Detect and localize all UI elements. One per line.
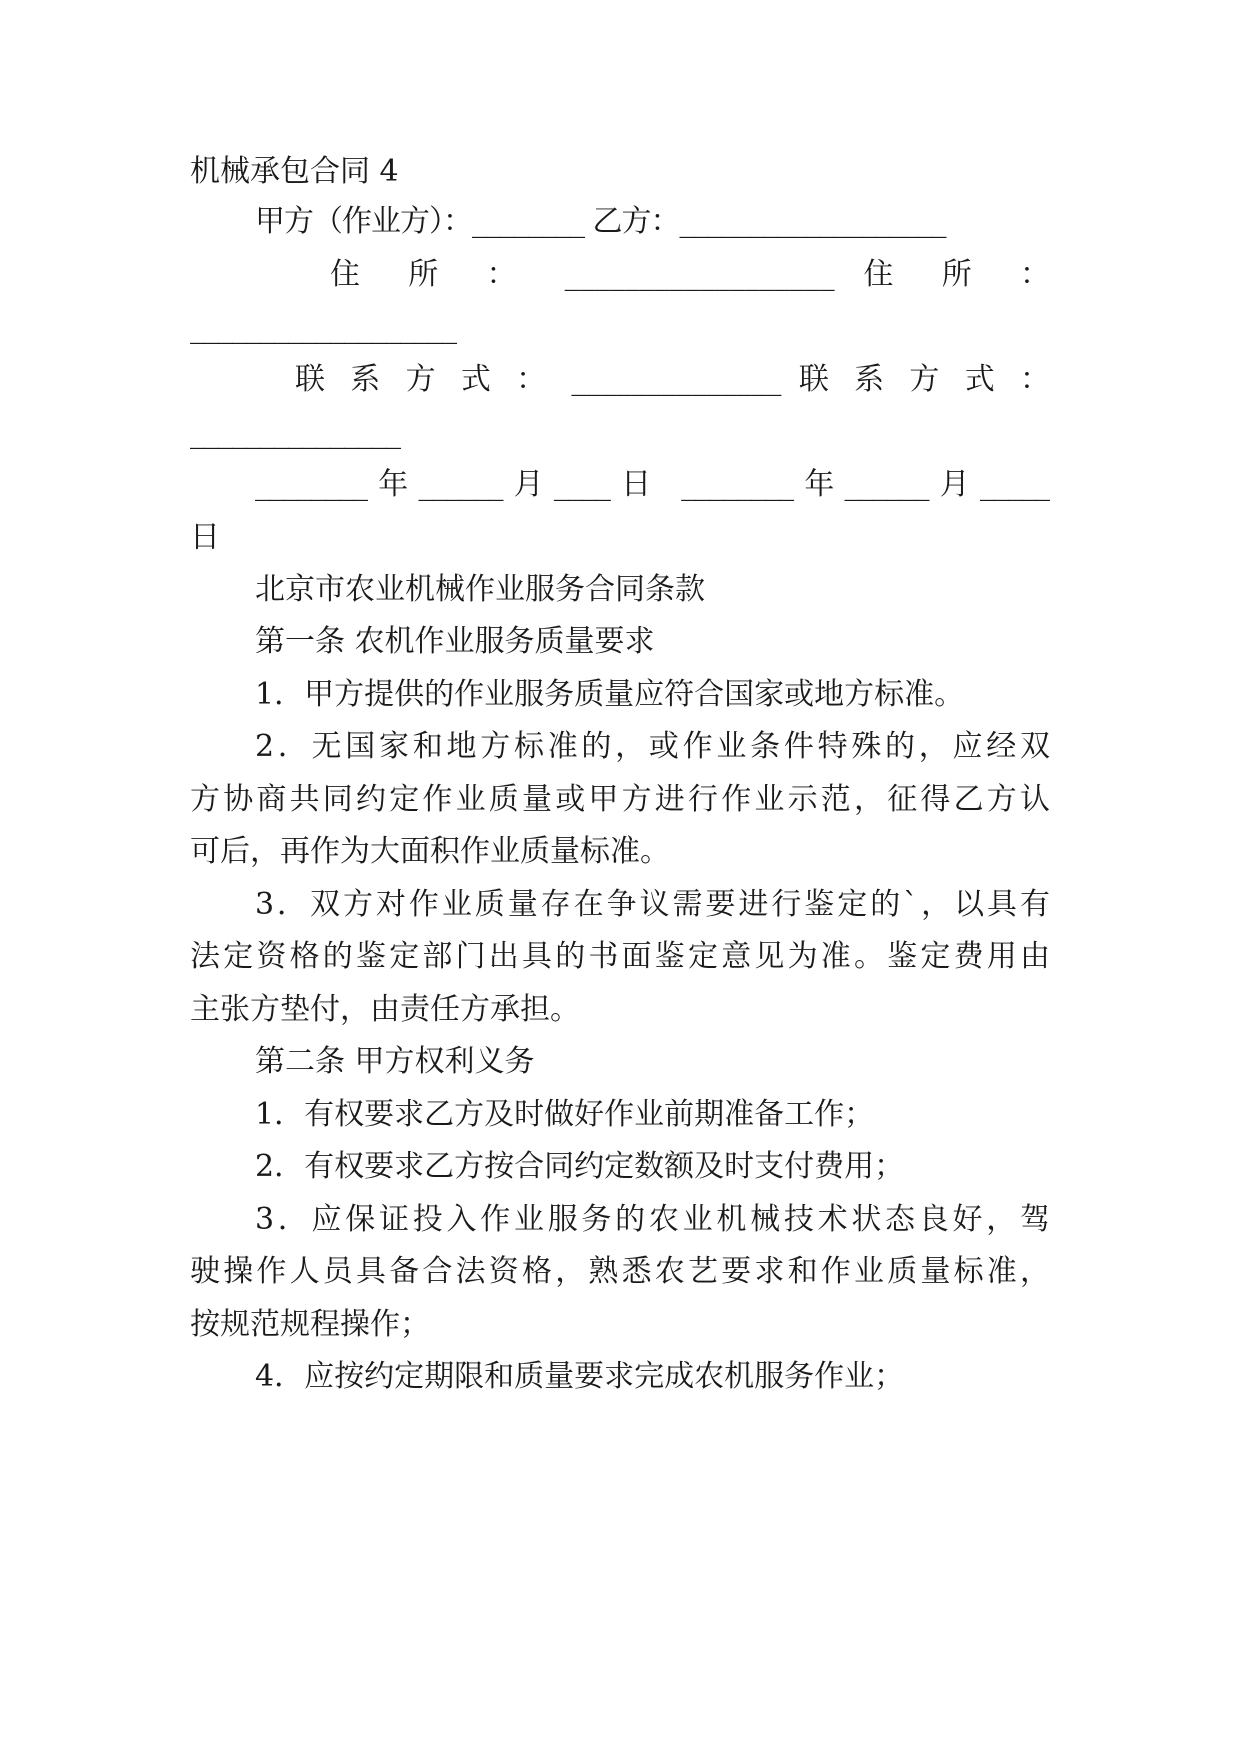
article-2-title: 第二条 甲方权利义务	[255, 1044, 535, 1079]
date-line: ________年______月____日 ________年______月_____	[255, 467, 1050, 502]
article-1-clause-2-line-2: 方协商共同约定作业质量或甲方进行作业示范，征得乙方认	[190, 782, 1050, 817]
address-line: 住 所 ： __________________ 住 所 ：	[330, 257, 1050, 292]
article-1-clause-2-line-3: 可后，再作为大面积作业质量标准。	[190, 834, 670, 869]
document-title: 机械承包合同 4	[190, 154, 399, 189]
article-2-clause-3-line-1: 3．应保证投入作业服务的农业机械技术状态良好，驾	[255, 1202, 1050, 1237]
article-1-clause-2-line-1: 2．无国家和地方标准的，或作业条件特殊的，应经双	[255, 729, 1050, 764]
article-2-clause-3-line-2: 驶操作人员具备合法资格，熟悉农艺要求和作业质量标准，	[190, 1254, 1050, 1289]
contract-heading: 北京市农业机械作业服务合同条款	[255, 572, 705, 607]
address-line-continued: ___________________	[190, 310, 456, 345]
article-1-clause-3-line-3: 主张方垫付，由责任方承担。	[190, 992, 580, 1027]
party-names-line: 甲方（作业方）：________ 乙方：___________________	[255, 204, 946, 239]
article-2-clause-1: 1．有权要求乙方及时做好作业前期准备工作；	[255, 1097, 875, 1132]
contact-line: 联 系 方 式 ： ______________ 联 系 方 式 ：	[295, 362, 1050, 397]
article-2-clause-4: 4．应按约定期限和质量要求完成农机服务作业；	[255, 1359, 905, 1394]
contact-line-continued: _______________	[190, 415, 400, 450]
date-line-continued: 日	[190, 520, 220, 555]
article-2-clause-3-line-3: 按规范规程操作；	[190, 1307, 430, 1342]
article-1-clause-1: 1．甲方提供的作业服务质量应符合国家或地方标准。	[255, 677, 965, 712]
article-1-clause-3-line-2: 法定资格的鉴定部门出具的书面鉴定意见为准。鉴定费用由	[190, 939, 1050, 974]
article-1-clause-3-line-1: 3．双方对作业质量存在争议需要进行鉴定的`，以具有	[255, 887, 1050, 922]
article-2-clause-2: 2．有权要求乙方按合同约定数额及时支付费用；	[255, 1149, 905, 1184]
article-1-title: 第一条 农机作业服务质量要求	[255, 624, 655, 659]
